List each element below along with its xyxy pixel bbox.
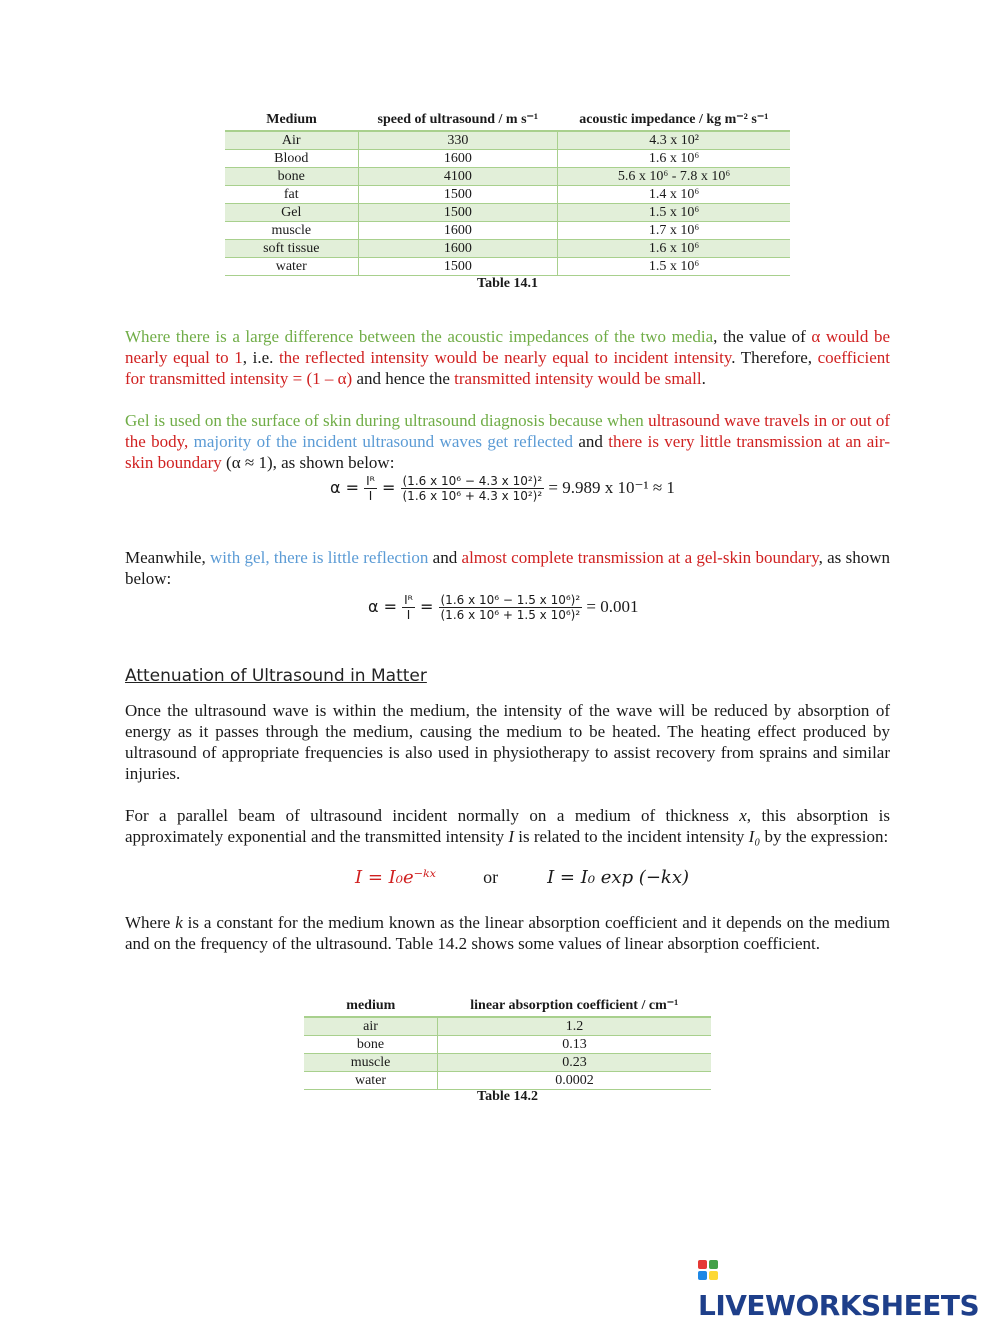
text-span: , i.e.: [242, 348, 279, 367]
logo-text: LIVEWORKSHEETS: [698, 1289, 980, 1322]
text-span: and hence the: [352, 369, 455, 388]
table-cell: water: [304, 1072, 438, 1090]
text-span: . Therefore,: [731, 348, 818, 367]
eq-result: = 0.001: [582, 597, 639, 616]
text-span: is related to the incident intensity: [514, 827, 749, 846]
column-header: Medium: [225, 108, 358, 131]
table-cell: bone: [304, 1036, 438, 1054]
paragraph-gel-use: [125, 410, 890, 473]
table-cell: 1.5 x 10⁶: [558, 204, 790, 222]
table-cell: 0.0002: [438, 1072, 711, 1090]
table-row: [225, 240, 790, 258]
eq-result: = 9.989 x 10⁻¹ ≈ 1: [544, 478, 675, 497]
table-cell: 1500: [358, 258, 558, 276]
paragraph-exponential: [125, 805, 890, 847]
text-span: ultrasound wave travels in or out of the body,: [125, 411, 890, 451]
fraction-denominator: (1.6 x 10⁶ + 1.5 x 10⁶)²: [440, 608, 581, 622]
table-14-1: [225, 108, 790, 276]
paragraph-with-gel: [125, 547, 890, 589]
fraction-numerator: (1.6 x 10⁶ − 4.3 x 10²)²: [402, 474, 543, 488]
table-cell: 330: [358, 131, 558, 150]
table-cell: muscle: [304, 1054, 438, 1072]
eq-exponential: I = I₀e⁻ᵏˣ: [355, 867, 437, 888]
text-span: (α ≈ 1), as shown below:: [221, 453, 395, 472]
intensity-ratio: [364, 474, 377, 503]
eq-lhs: α =: [330, 478, 365, 497]
text-span: transmitted intensity would be small: [454, 369, 702, 388]
paragraph-linear-absorption: [125, 912, 890, 954]
table-row: [304, 1054, 711, 1072]
text-span: there is very little transmission at an air-skin boundary: [125, 432, 890, 472]
table-cell: 1.6 x 10⁶: [558, 150, 790, 168]
equation-gel-skin: [368, 593, 639, 622]
equation-air-skin: [330, 474, 675, 503]
table-cell: fat: [225, 186, 358, 204]
table-cell: 1500: [358, 186, 558, 204]
table-14-2: [304, 994, 711, 1090]
table-cell: 5.6 x 10⁶ - 7.8 x 10⁶: [558, 168, 790, 186]
table-row: [225, 204, 790, 222]
equation-intensity: [355, 867, 689, 888]
table-row: [225, 222, 790, 240]
intensity-ratio: [402, 593, 415, 622]
column-header: speed of ultrasound / m s⁻¹: [358, 108, 558, 131]
impedance-fraction: [439, 593, 583, 622]
table-cell: soft tissue: [225, 240, 358, 258]
ratio-denominator: I: [368, 489, 373, 503]
text-span: , the value of: [713, 327, 812, 346]
logo-icon: [698, 1260, 720, 1286]
ratio-denominator: I: [406, 608, 411, 622]
table-caption: Table 14.1: [477, 276, 538, 291]
table-row: [225, 186, 790, 204]
table-cell: 1600: [358, 240, 558, 258]
text-span: by the expression:: [760, 827, 889, 846]
text-span: the reflected intensity would be nearly equal to incident intensity: [278, 348, 732, 367]
table-row: [304, 1036, 711, 1054]
eq-or: or: [483, 867, 499, 887]
text-span: .: [701, 369, 706, 388]
table-header-row: [304, 994, 711, 1017]
variable-i: I: [508, 827, 515, 846]
table-row: [225, 168, 790, 186]
liveworksheets-logo: [698, 1256, 1000, 1322]
text-span: For a parallel beam of ultrasound incident normally on a medium of thickness: [125, 806, 740, 825]
eq-equals: =: [414, 597, 439, 616]
eq-lhs: α =: [368, 597, 403, 616]
text-span: Meanwhile,: [125, 548, 211, 567]
text-span: coefficient for transmitted intensity = (1 – α): [125, 348, 890, 388]
text-span: is a constant for the medium known as the linear absorption coefficient and it depends on the medium and on the frequency of the ultrasound. Table 14.2 shows some values of linear absorption coefficient.: [125, 913, 890, 953]
variable-i0: I₀: [748, 827, 761, 846]
impedance-fraction: [401, 474, 545, 503]
table-cell: 0.13: [438, 1036, 711, 1054]
table-header-row: [225, 108, 790, 131]
table-cell: 1.4 x 10⁶: [558, 186, 790, 204]
table-cell: 1600: [358, 150, 558, 168]
table-cell: bone: [225, 168, 358, 186]
fraction-denominator: (1.6 x 10⁶ + 4.3 x 10²)²: [402, 489, 543, 503]
table-row: [304, 1072, 711, 1090]
text-span: Where there is a large difference between the acoustic impedances of the two media: [125, 327, 714, 346]
paragraph-impedance-difference: [125, 326, 890, 389]
fraction-numerator: (1.6 x 10⁶ − 1.5 x 10⁶)²: [440, 593, 581, 607]
ratio-numerator: Iᴿ: [404, 593, 413, 607]
text-span: almost complete transmission at a gel-skin boundary: [461, 548, 819, 567]
column-header: medium: [304, 994, 438, 1017]
text-span: Gel is used on the surface of skin during ultrasound diagnosis because when: [125, 411, 649, 430]
text-span: with gel, there is little reflection: [210, 548, 429, 567]
text-span: Where: [125, 913, 176, 932]
variable-k: k: [175, 913, 183, 932]
table-cell: 4.3 x 10²: [558, 131, 790, 150]
table-row: [225, 131, 790, 150]
table-row: [225, 258, 790, 276]
text-span: majority of the incident ultrasound waves get reflected: [193, 432, 573, 451]
table-cell: muscle: [225, 222, 358, 240]
text-span: , this absorption is approximately exponential and the transmitted intensity: [125, 806, 890, 846]
table-cell: air: [304, 1017, 438, 1036]
table-cell: water: [225, 258, 358, 276]
table-cell: 1500: [358, 204, 558, 222]
table-cell: Blood: [225, 150, 358, 168]
text-span: α would be nearly equal to 1: [125, 327, 890, 367]
section-heading: Attenuation of Ultrasound in Matter: [125, 666, 427, 686]
text-span: , as shown below:: [125, 548, 890, 588]
table-cell: 1.2: [438, 1017, 711, 1036]
column-header: linear absorption coefficient / cm⁻¹: [438, 994, 711, 1017]
text-span: and: [572, 432, 609, 451]
table-cell: 0.23: [438, 1054, 711, 1072]
column-header: acoustic impedance / kg m⁻² s⁻¹: [558, 108, 790, 131]
table-row: [304, 1017, 711, 1036]
paragraph-absorption: Once the ultrasound wave is within the medium, the intensity of the wave will be reduced by absorption of energy as it passes through the medium, causing the medium to be heated. The heating effect produced by ultrasound of appropriate frequencies is also used in physiotherapy to assist recovery from sprains and similar injuries.: [125, 701, 890, 783]
table-cell: Gel: [225, 204, 358, 222]
table-cell: 1.6 x 10⁶: [558, 240, 790, 258]
table-caption: Table 14.2: [477, 1089, 538, 1104]
table-cell: 1.7 x 10⁶: [558, 222, 790, 240]
ratio-numerator: Iᴿ: [366, 474, 375, 488]
table-cell: 1.5 x 10⁶: [558, 258, 790, 276]
variable-x: x: [739, 806, 747, 825]
text-span: and: [428, 548, 462, 567]
table-cell: 4100: [358, 168, 558, 186]
table-cell: 1600: [358, 222, 558, 240]
eq-equals: =: [376, 478, 401, 497]
eq-exp-form: I = I₀ exp (−kx): [547, 867, 689, 888]
table-cell: Air: [225, 131, 358, 150]
table-row: [225, 150, 790, 168]
